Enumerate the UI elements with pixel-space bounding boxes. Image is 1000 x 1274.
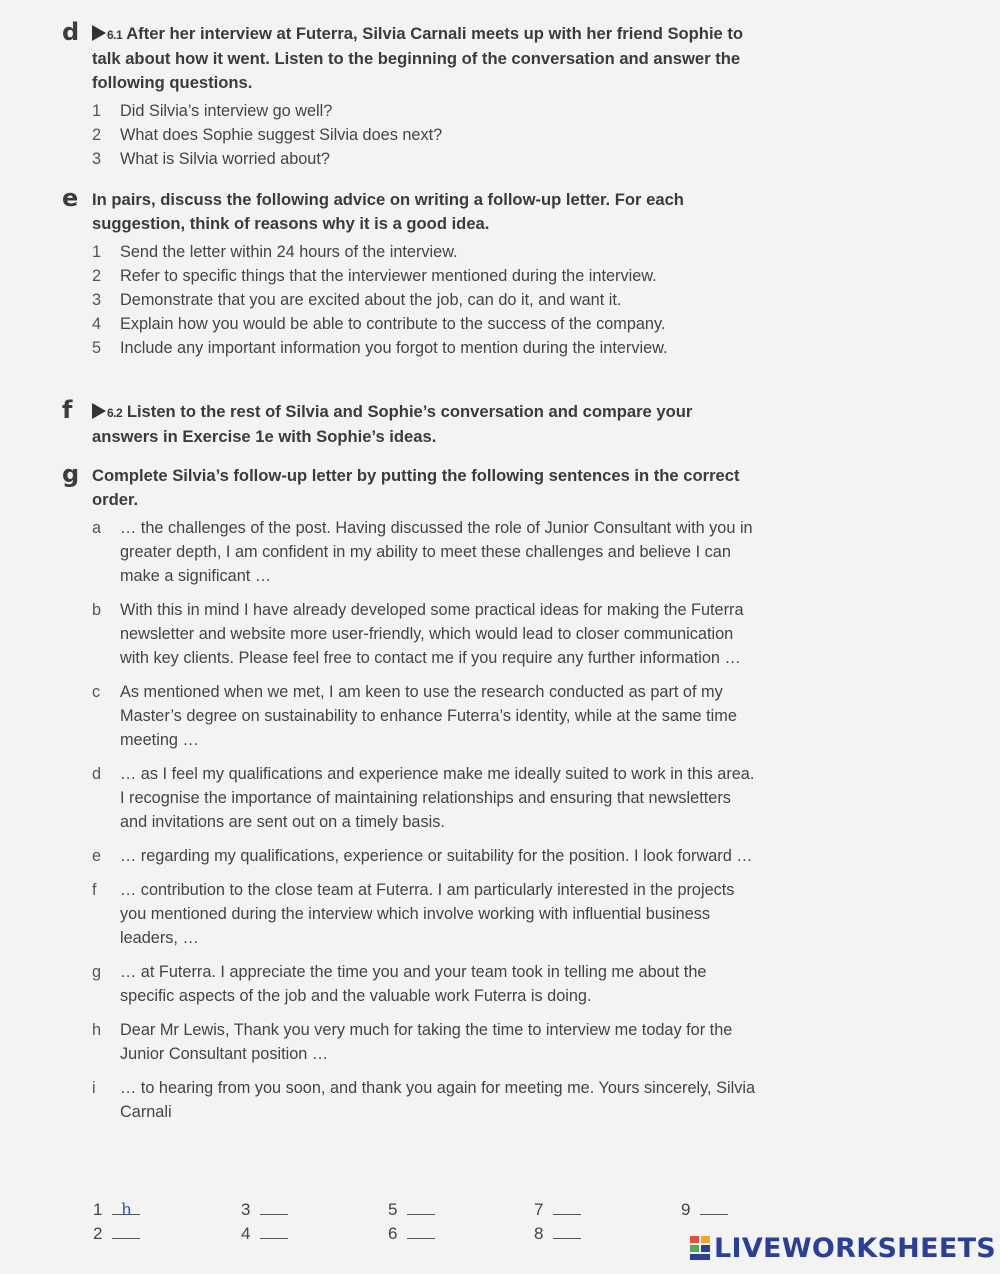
answer-slot-7 [534,1200,581,1220]
item-text: Include any important information you forgot to mention during the interview. [120,339,668,357]
item-number: 1 [92,102,102,120]
item-number: 1 [92,243,102,261]
answer-number: 6 [388,1224,398,1243]
answer-number: 7 [534,1200,544,1219]
item-letter: b [92,601,102,619]
item-text: … contribution to the close team at Futerra. I am particularly interested in the projects you mentioned during the interview which involve working with influential business leaders, … [120,881,735,947]
item-number: 5 [92,339,102,357]
section-letter: e [62,184,79,212]
answer-number: 1 [93,1200,103,1219]
item-text: … the challenges of the post. Having discussed the role of Junior Consultant with you in greater depth, I am confident in my ability to meet these challenges and believe I can make a significant … [120,519,753,585]
item-letter: f [92,881,97,899]
answer-input[interactable] [260,1200,288,1215]
item-number: 2 [92,126,102,144]
answer-slot-9 [681,1200,728,1220]
answer-slot-5 [388,1200,435,1220]
letter-sentence-list [62,516,762,1124]
item-letter: h [92,1021,102,1039]
answer-slot-4 [241,1224,288,1244]
instruction-text: After her interview at Futerra, Silvia Carnali meets up with her friend Sophie to talk about how it went. Listen to the beginning of the conversation and answer the following questions. [92,24,744,92]
answer-input[interactable] [112,1224,140,1239]
list-item [92,598,762,670]
answer-input[interactable] [553,1200,581,1215]
item-letter: e [92,847,102,865]
answer-number: 2 [93,1224,103,1243]
item-text: Explain how you would be able to contribute to the success of the company. [120,315,666,333]
track-number: 6.1 [107,28,123,42]
advice-list [62,240,762,360]
item-number: 4 [92,315,102,333]
section-f [62,396,762,449]
answer-number: 4 [241,1224,251,1243]
list-item [92,288,762,312]
answer-input[interactable] [553,1224,581,1239]
item-text: … as I feel my qualifications and experience make me ideally suited to work in this area. I recognise the importance of maintaining relationships and ensuring that newsletters and invitations are sent out on a timely basis. [120,765,755,831]
item-number: 2 [92,267,102,285]
liveworksheets-logo-icon [690,1236,710,1260]
answer-slot-2 [93,1224,140,1244]
list-item [92,99,762,123]
answer-number: 3 [241,1200,251,1219]
list-item [92,264,762,288]
section-letter: g [62,460,80,488]
item-text: … regarding my qualifications, experience or suitability for the position. I look forward … [120,847,753,865]
list-item [92,844,762,868]
list-item [92,1076,762,1124]
item-text: … to hearing from you soon, and thank you again for meeting me. Yours sincerely, Silvia Carnali [120,1079,756,1121]
answer-slot-1 [93,1200,140,1220]
list-item [92,762,762,834]
answer-input[interactable] [700,1200,728,1215]
liveworksheets-brand[interactable] [690,1233,996,1264]
answer-input[interactable] [407,1200,435,1215]
brand-name: LIVEWORKSHEETS [714,1233,997,1264]
item-text: … at Futerra. I appreciate the time you and your team took in telling me about the specific aspects of the job and the valuable work Futerra is doing. [120,963,707,1005]
item-text: Demonstrate that you are excited about the job, can do it, and want it. [120,291,622,309]
list-item [92,1018,762,1066]
item-letter: d [92,765,102,783]
answer-slot-6 [388,1224,435,1244]
list-item [92,516,762,588]
item-letter: i [92,1079,96,1097]
item-text: Dear Mr Lewis, Thank you very much for taking the time to interview me today for the Junior Consultant position … [120,1021,733,1063]
instruction-text: Listen to the rest of Silvia and Sophie’s conversation and compare your answers in Exercise 1e with Sophie’s ideas. [92,402,693,446]
section-instruction [92,22,762,95]
section-instruction [92,400,762,449]
section-letter: d [62,18,80,46]
answer-slot-8 [534,1224,581,1244]
answer-input[interactable] [407,1224,435,1239]
list-item [92,336,760,360]
item-letter: c [92,683,101,701]
answer-number: 9 [681,1200,691,1219]
item-text: Refer to specific things that the interviewer mentioned during the interview. [120,267,657,285]
list-item [92,878,762,950]
list-item [92,680,762,752]
track-number: 6.2 [107,406,123,420]
item-letter: a [92,519,102,537]
item-letter: g [92,963,102,981]
item-number: 3 [92,291,102,309]
section-e [62,184,762,360]
answer-slot-3 [241,1200,288,1220]
list-item [92,312,762,336]
audio-play-icon[interactable] [92,25,106,41]
item-number: 3 [92,150,102,168]
list-item [92,147,762,171]
audio-play-icon[interactable] [92,403,106,419]
item-text: Send the letter within 24 hours of the interview. [120,243,458,261]
list-item [92,960,762,1008]
question-list [62,99,762,171]
item-text: What does Sophie suggest Silvia does next? [120,126,443,144]
section-instruction: In pairs, discuss the following advice on writing a follow-up letter. For each suggestion, think of reasons why it is a good idea. [92,190,684,233]
item-text: Did Silvia’s interview go well? [120,102,333,120]
answer-number: 5 [388,1200,398,1219]
list-item [92,123,762,147]
list-item [92,240,762,264]
item-text: With this in mind I have already developed some practical ideas for making the Futerra newsletter and website more user-friendly, which would lead to closer communication with key clients. Please feel free to contact me if you require any further information … [120,601,744,667]
item-text: As mentioned when we met, I am keen to use the research conducted as part of my Master’s degree on sustainability to enhance Futerra’s identity, while at the same time meeting … [120,683,737,749]
section-g [62,460,762,1134]
answer-input[interactable] [260,1224,288,1239]
answer-input[interactable]: h [112,1200,140,1215]
section-instruction: Complete Silvia’s follow-up letter by putting the following sentences in the correct order. [92,466,740,509]
section-d [62,18,762,171]
item-text: What is Silvia worried about? [120,150,330,168]
answer-number: 8 [534,1224,544,1243]
section-letter: f [62,396,73,424]
